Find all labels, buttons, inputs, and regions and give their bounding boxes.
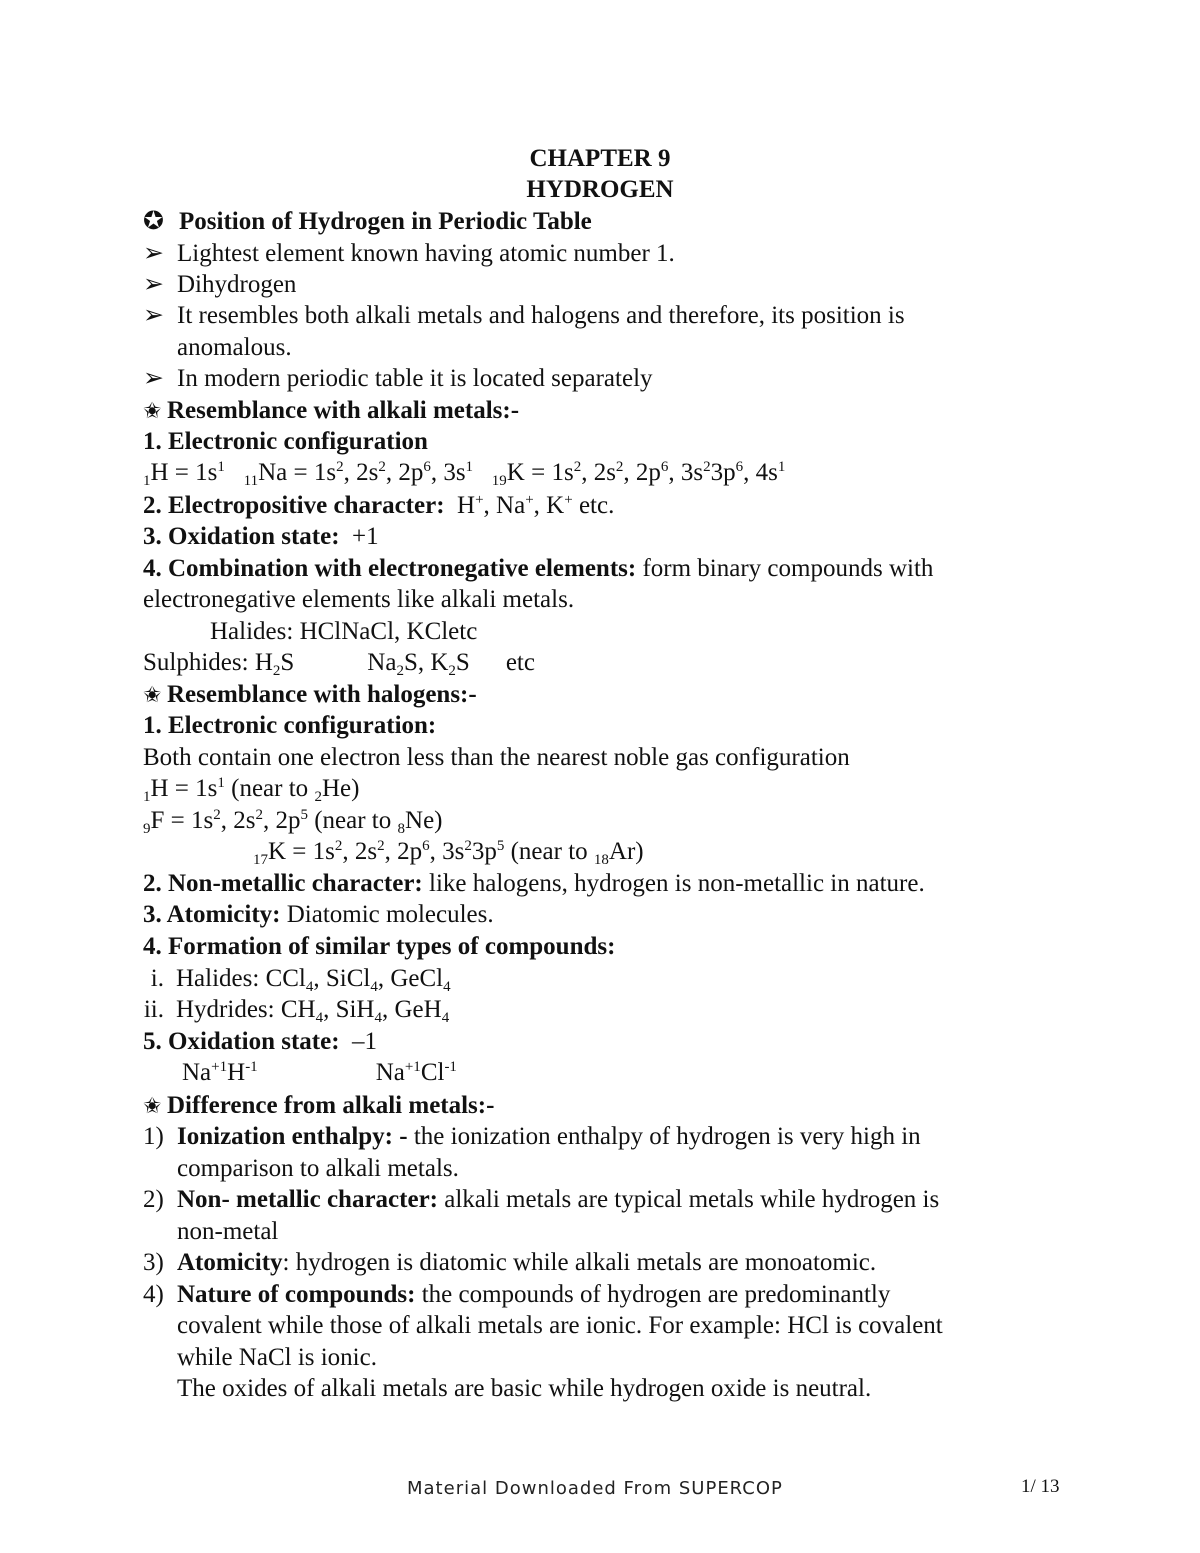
difference-item-4-cont2: while NaCl is ionic.	[177, 1344, 377, 1371]
difference-heading: ✬ Difference from alkali metals:-	[143, 1092, 495, 1119]
page-number: 1/ 13	[1021, 1476, 1060, 1497]
halogens-item-3: 3. Atomicity: Diatomic molecules.	[143, 901, 494, 928]
halogens-item-1: 1. Electronic configuration:	[143, 712, 437, 739]
alkali-item-4: 4. Combination with electronegative elements: form binary compounds with	[143, 555, 934, 582]
difference-item-1: 1) Ionization enthalpy: - the ionization enthalpy of hydrogen is very high in	[143, 1123, 921, 1150]
alkali-sulphides: Sulphides: $H_2S$ $Na_2S$, $K_2S$ etc	[143, 649, 535, 679]
halogens-config-h: $_1H = 1s^1$ (near to $_2$He)	[143, 775, 360, 805]
position-point-4: ➢ In modern periodic table it is located separately	[143, 365, 653, 392]
halogens-item-4-ii: ii. Hydrides: $CH_4$, SiH$_4$, GeH$_4$	[143, 996, 450, 1026]
halogens-heading: ✬ Resemblance with halogens:-	[143, 681, 477, 708]
position-heading: ✪ Position of Hydrogen in Periodic Table	[143, 208, 592, 235]
alkali-item-2: 2. Electropositive character: H+, Na+, K+ etc.	[143, 492, 615, 519]
star-bullet-icon: ✬	[143, 398, 162, 423]
footer-source: Material Downloaded From SUPERCOP	[407, 1478, 783, 1499]
difference-item-1-cont: comparison to alkali metals.	[177, 1155, 459, 1182]
difference-item-4: 4) Nature of compounds: the compounds of hydrogen are predominantly	[143, 1281, 891, 1308]
position-point-3-cont: anomalous.	[177, 334, 292, 361]
difference-item-4-cont: covalent while those of alkali metals are ionic. For example: HCl is covalent	[177, 1312, 943, 1339]
halogens-item-4-i: i. Halides: CCl$_4$, SiCl$_4$, GeCl$_4$	[150, 965, 451, 995]
chapter-title: HYDROGEN	[526, 176, 674, 203]
halogens-item-2: 2. Non-metallic character: like halogens, hydrogen is non-metallic in nature.	[143, 870, 925, 897]
halogens-item-5: 5. Oxidation state: –1	[143, 1028, 378, 1055]
chapter-number: CHAPTER 9	[529, 145, 671, 172]
alkali-heading: ✬ Resemblance with alkali metals:-	[143, 397, 520, 424]
arrow-bullet-icon: ➢	[143, 271, 164, 298]
difference-item-2-cont: non-metal	[177, 1218, 279, 1245]
halogens-item-4: 4. Formation of similar types of compounds:	[143, 933, 616, 960]
halogens-oxidation-examples: $Na^{+1}H^{-1}$ $Na^{+1}Cl^{-1}$	[182, 1059, 457, 1086]
alkali-item-3: 3. Oxidation state: +1	[143, 523, 379, 550]
position-point-2: ➢ Dihydrogen	[143, 271, 297, 298]
arrow-bullet-icon: ➢	[143, 240, 164, 267]
section-bullet-icon: ✪	[143, 208, 164, 235]
alkali-config-line: $_1H = 1s^1$ $_{11}Na = 1s^2$, $2s^2$, $2p^6$, $3s^1$ $_{19}K = 1s^2$, $2s^2$, $2p^6$, $3s^23p^6$, $4s^1$	[143, 459, 786, 489]
position-point-1: ➢ Lightest element known having atomic number 1.	[143, 240, 675, 267]
halogens-config-f: $_9F = 1s^2$, $2s^2$, $2p^5$ (near to $_8$Ne)	[143, 807, 443, 837]
arrow-bullet-icon: ➢	[143, 302, 164, 329]
alkali-item-1: 1. Electronic configuration	[143, 428, 428, 455]
star-bullet-icon: ✬	[143, 682, 162, 707]
position-point-3: ➢ It resembles both alkali metals and halogens and therefore, its position is	[143, 302, 905, 329]
alkali-item-4-cont: electronegative elements like alkali metals.	[143, 586, 575, 613]
alkali-halides: Halides: HClNaCl, KCletc	[210, 618, 478, 645]
arrow-bullet-icon: ➢	[143, 365, 164, 392]
difference-item-2: 2) Non- metallic character: alkali metals are typical metals while hydrogen is	[143, 1186, 940, 1213]
star-bullet-icon: ✬	[143, 1093, 162, 1118]
halogens-item-1-text: Both contain one electron less than the nearest noble gas configuration	[143, 744, 850, 771]
difference-item-4-cont3: The oxides of alkali metals are basic while hydrogen oxide is neutral.	[177, 1375, 872, 1402]
halogens-config-k: $_{17}K = 1s^2$, $2s^2$, $2p^6$, $3s^23p^5$ (near to $_{18}$Ar)	[253, 838, 644, 868]
difference-item-3: 3) Atomicity: hydrogen is diatomic while alkali metals are monoatomic.	[143, 1249, 877, 1276]
